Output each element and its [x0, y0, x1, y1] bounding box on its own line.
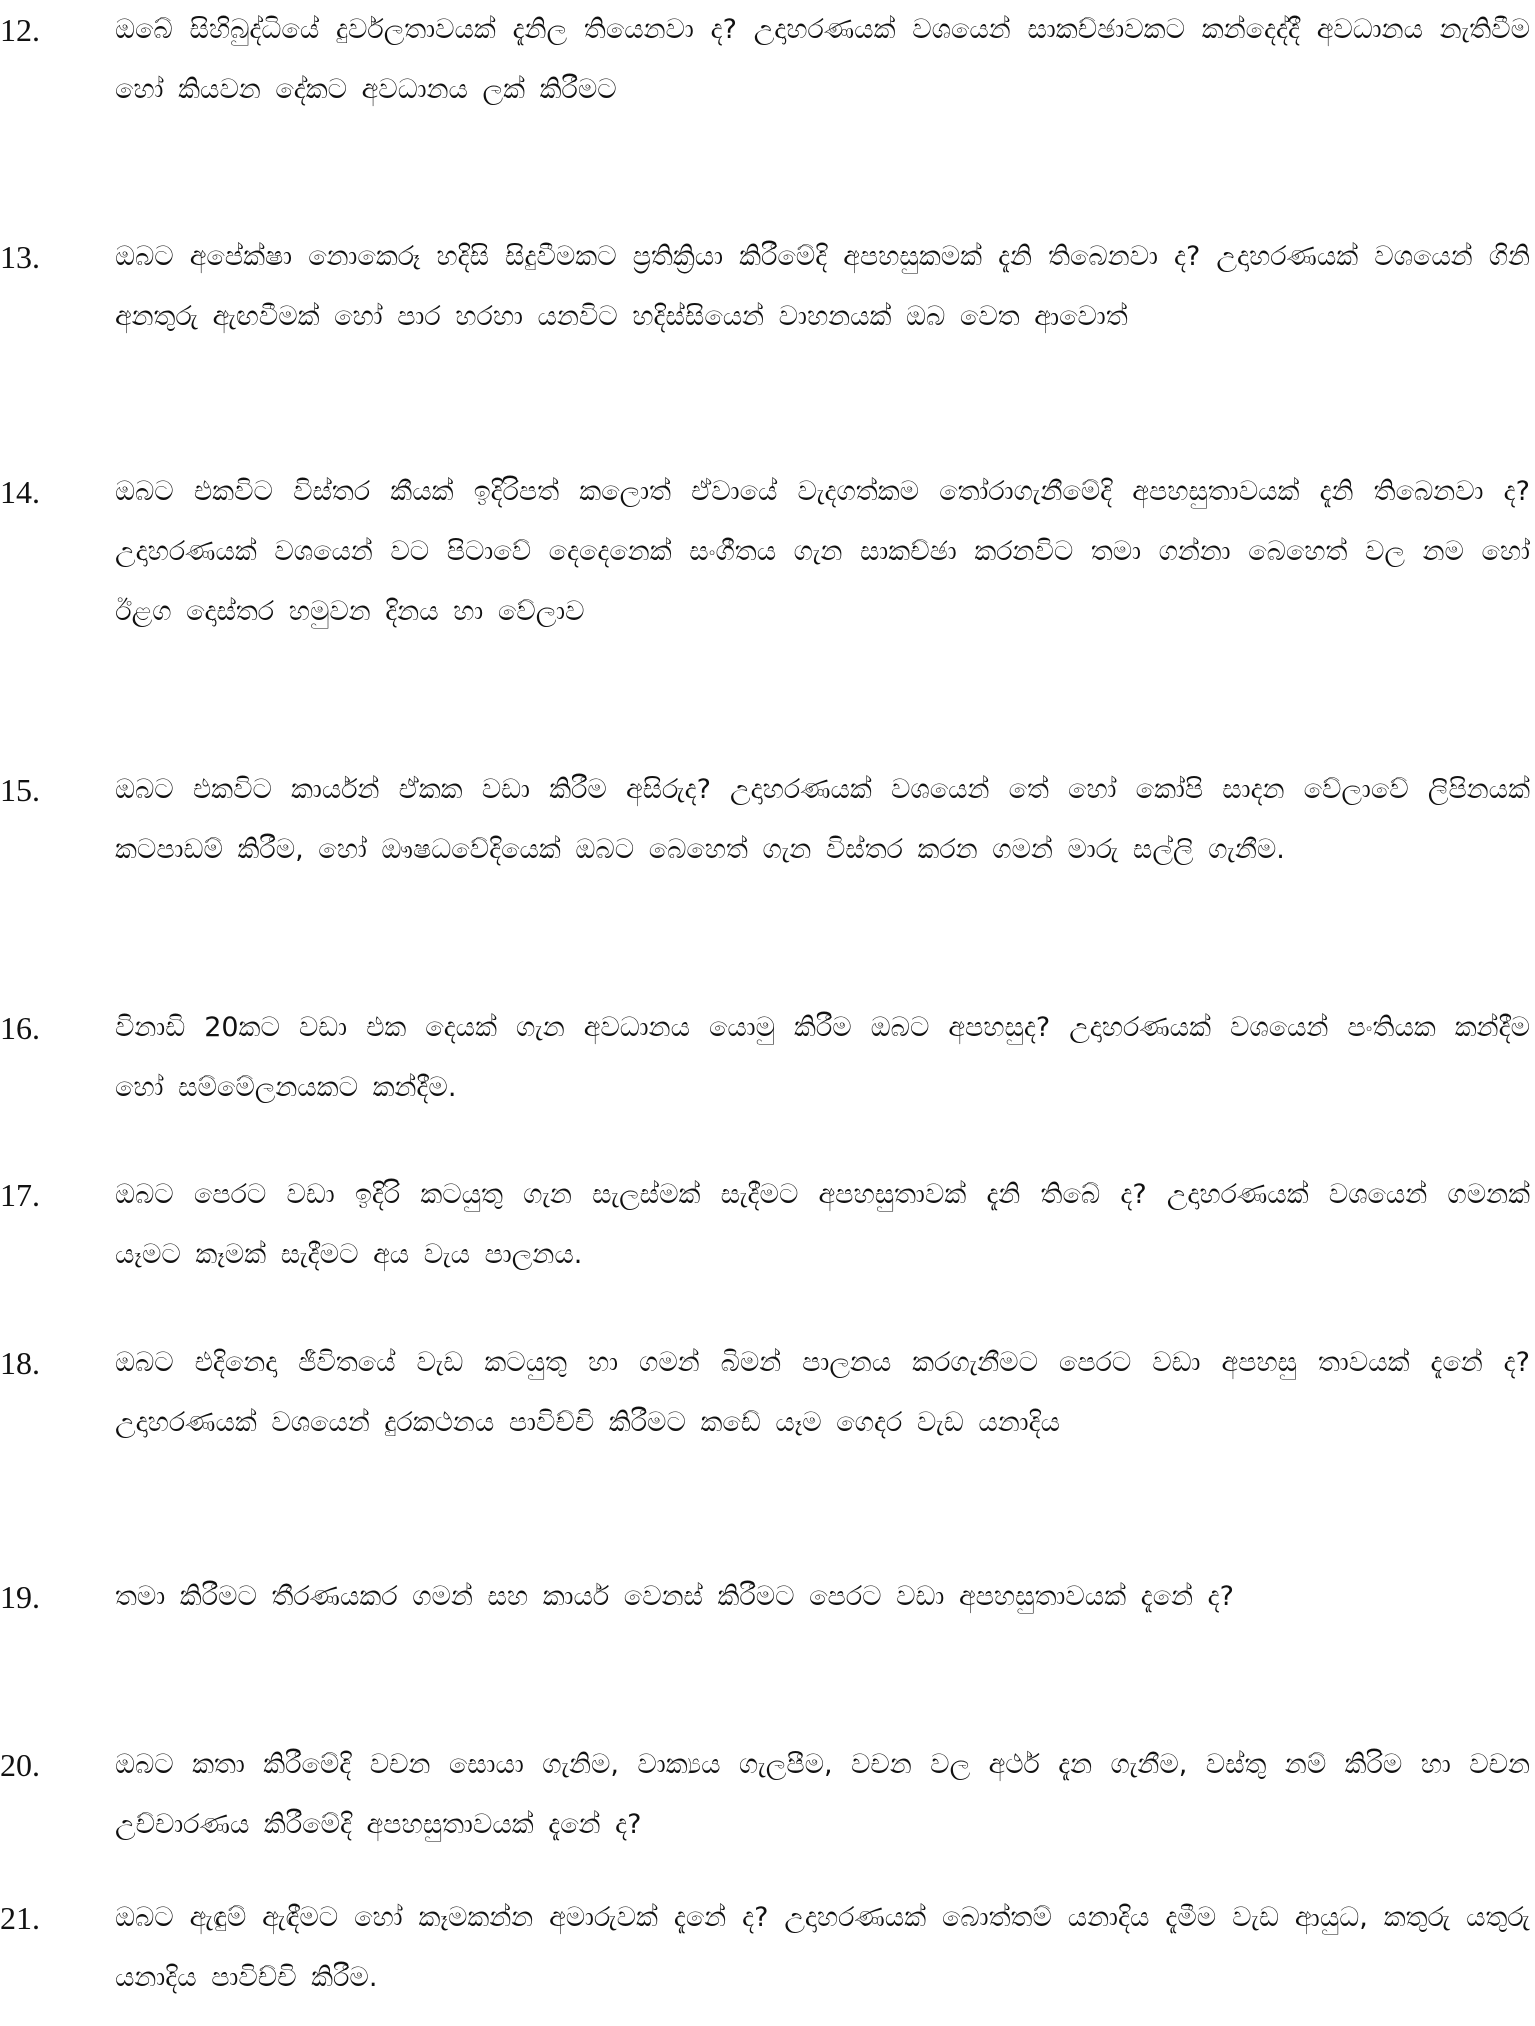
question-number: 16.: [0, 1010, 40, 1046]
question-text: විනාඩි 20කට වඩා එක දෙයක් ගැන අවධානය යොමු කිරීම ඔබට අපහසුද? උදාහරණයක් වශයෙන් පංතියක කන්දීම හෝ සම්මේලනයකට කන්දීම.: [115, 1012, 1530, 1103]
question-text: ඔබට එදිනෙදා ජීවිතයේ වැඩ කටයුතු හා ගමන් බිමන් පාලනය කරගැනීමට පෙරට වඩා අපහසු තාවයක් දැනේ ද? උදාහරණයක් වශයෙන් දුරකථනය පාවිච්චි කිරීමට කඩේ යෑම ගෙදර වැඩ යනාදිය: [115, 1347, 1530, 1438]
question-text: ඔබට ඇඳුම් ඇඳීමට හෝ කෑමකන්න අමාරුවක් දැනේ ද? උදාහරණයක් බොත්තම් යනාදිය දැමීම වැඩ ආයුධ, කතුරු යතුරු යනාදිය පාවිච්චි කිරීම.: [115, 1902, 1530, 1993]
question-number: 12.: [0, 12, 40, 48]
question-number: 18.: [0, 1345, 40, 1381]
question-text: ඔබට කතා කිරීමේදි වචන සොයා ගැනිම, වාක්‍යය ගැලපීම, වචන වල අර්ථ දැන ගැනීම, වස්තු නම් කිරිම හා වචන උච්චාරණය කිරීමේදි අපහසුතාවයක් දැනේ ද?: [115, 1749, 1530, 1840]
question-number: 19.: [0, 1579, 40, 1615]
question-text: ඔබට එකවිට කාර්යන් ඒකක වඩා කිරීම අසිරුද? උදාහරණයක් වශයෙන් තේ හෝ කෝපි සාදන වේලාවේ ලිපිනයක් කටපාඩම් කිරීම, හෝ ඖෂධවේදියෙක් ඔබට බෙහෙත් ගැන විස්තර කරන ගමන් මාරු සල්ලි ගැනීම.: [115, 774, 1530, 865]
question-number: 14.: [0, 474, 40, 510]
question-number: 20.: [0, 1747, 40, 1783]
question-text: ඔබේ සිහිබුද්ධියේ දුර්වලතාවයක් දැනිල තියෙනවා ද? උදාහරණයක් වශයෙන් සාකච්ඡාවකට කන්දෙද්දී අවධානය නැතිවීම හෝ කියවන දේකට අවධානය ලක් කිරීමට: [115, 14, 1530, 105]
question-number: 21.: [0, 1900, 40, 1936]
question-number: 13.: [0, 239, 40, 275]
question-number: 15.: [0, 772, 40, 808]
question-text: තමා කිරීමට තීරණයකර ගමන් සහ කාර්ය වෙනස් කිරීමට පෙරට වඩා අපහසුතාවයක් දැනේ ද?: [115, 1581, 1234, 1612]
question-text: ඔබට පෙරට වඩා ඉදිරි කටයුතු ගැන සැලස්මක් සැදීමට අපහසුතාවක් දැනි තිබේ ද? උදාහරණයක් වශයෙන් ගමනක් යෑමට කෑමක් සැදීමට අය වැය පාලනය.: [115, 1179, 1530, 1270]
question-text: ඔබට අපේක්ෂා නොකෙරූ හදිසි සිදුවීමකට ප්‍රතික්‍රියා කිරීමේදි අපහසුකමක් දැනි තිබෙනවා ද? උදාහරණයක් වශයෙන් ගිනි අනතුරු ඇඟවීමක් හෝ පාර හරහා යනවිට හදිස්සියෙන් වාහනයක් ඔබ වෙත ආවොත්: [115, 241, 1530, 332]
question-text: ඔබට එකවිට විස්තර කීයක් ඉදිරිපත් කලොත් ඒවායේ වැදගත්කම තෝරාගැනීමේදි අපහසුතාවයක් දැනි තිබෙනවා ද? උදාහරණයක් වශයෙන් වට පිටාවේ දෙදෙනෙක් සංගීතය ගැන සාකච්ඡා කරනවිට තමා ගන්නා බෙහෙත් වල නම හෝ ඊළග දොස්තර හමුවන දිනය හා වේලාව: [115, 476, 1530, 627]
question-number: 17.: [0, 1177, 40, 1213]
